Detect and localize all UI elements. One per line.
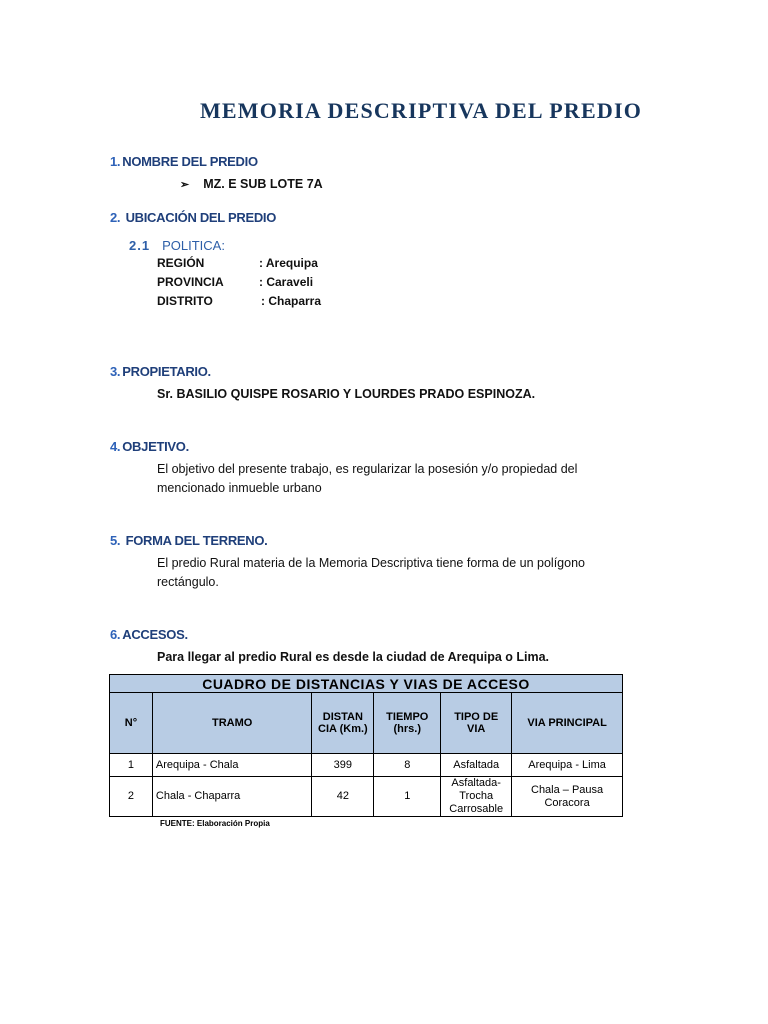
region-value: : Arequipa xyxy=(259,256,318,270)
header-tramo: TRAMO xyxy=(152,693,312,754)
section-3-heading xyxy=(110,364,211,379)
section-label: NOMBRE DEL PREDIO xyxy=(122,154,258,169)
table-header-row xyxy=(110,693,623,754)
distrito-label: DISTRITO xyxy=(157,294,213,308)
table-caption: CUADRO DE DISTANCIAS Y VIAS DE ACCESO xyxy=(110,675,623,693)
cell-tipo-via: Asfaltada xyxy=(441,754,512,777)
section-number: 5. xyxy=(110,533,121,548)
objective-line-1: El objetivo del presente trabajo, es regularizar la posesión y/o propiedad del xyxy=(157,462,578,476)
arrow-bullet-icon: ➢ xyxy=(180,179,190,191)
section-1-heading xyxy=(110,154,258,169)
access-text: Para llegar al predio Rural es desde la ciudad de Arequipa o Lima. xyxy=(157,650,550,664)
shape-paragraph xyxy=(157,554,627,592)
cell-tiempo: 1 xyxy=(374,777,441,817)
cell-distancia: 42 xyxy=(312,777,374,817)
section-5-heading xyxy=(110,533,268,548)
subsection-2-1 xyxy=(129,238,225,253)
shape-line-1: El predio Rural materia de la Memoria Descriptiva tiene forma de un polígono xyxy=(157,556,585,570)
section-label: ACCESOS. xyxy=(122,627,188,642)
owner-text: Sr. BASILIO QUISPE ROSARIO Y LOURDES PRADO ESPINOZA. xyxy=(157,387,536,401)
provincia-label: PROVINCIA xyxy=(157,275,224,289)
region-label: REGIÓN xyxy=(157,256,205,270)
table-source: FUENTE: Elaboración Propia xyxy=(160,819,270,828)
section-number: 4. xyxy=(110,439,121,454)
section-label: OBJETIVO. xyxy=(122,439,189,454)
section-6-heading xyxy=(110,627,188,642)
header-tipo-via: TIPO DE VIA xyxy=(441,693,512,754)
table-row xyxy=(110,754,623,777)
subsection-number: 2.1 xyxy=(129,238,151,253)
distrito-value: : Chaparra xyxy=(261,294,322,308)
header-distancia: DISTAN CIA (Km.) xyxy=(312,693,374,754)
section-label: UBICACIÓN DEL PREDIO xyxy=(125,210,277,225)
cell-via-principal: Arequipa - Lima xyxy=(512,754,623,777)
provincia-value: : Caraveli xyxy=(259,275,314,289)
header-number: N° xyxy=(110,693,153,754)
shape-line-2: rectángulo. xyxy=(157,575,219,589)
objective-line-2: mencionado inmueble urbano xyxy=(157,481,322,495)
section-number: 2. xyxy=(110,210,121,225)
page-title: MEMORIA DESCRIPTIVA DEL PREDIO xyxy=(199,98,643,123)
cell-tiempo: 8 xyxy=(374,754,441,777)
cell-distancia: 399 xyxy=(312,754,374,777)
cell-via-principal: Chala – Pausa Coracora xyxy=(512,777,623,817)
section-label: PROPIETARIO. xyxy=(122,364,211,379)
section-4-heading xyxy=(110,439,189,454)
section-2-heading xyxy=(110,210,276,225)
subsection-label: POLITICA: xyxy=(162,238,225,253)
section-number: 6. xyxy=(110,627,121,642)
section-number: 3. xyxy=(110,364,121,379)
predio-name xyxy=(180,177,323,191)
table-row xyxy=(110,777,623,817)
distance-table xyxy=(109,674,623,817)
objective-paragraph xyxy=(157,460,627,498)
cell-tramo: Chala - Chaparra xyxy=(152,777,312,817)
cell-number: 1 xyxy=(110,754,153,777)
header-tiempo: TIEMPO (hrs.) xyxy=(374,693,441,754)
section-number: 1. xyxy=(110,154,121,169)
cell-number: 2 xyxy=(110,777,153,817)
cell-tramo: Arequipa - Chala xyxy=(152,754,312,777)
section-label: FORMA DEL TERRENO. xyxy=(125,533,268,548)
header-via-principal: VIA PRINCIPAL xyxy=(512,693,623,754)
predio-name-value: MZ. E SUB LOTE 7A xyxy=(203,177,323,191)
cell-tipo-via: Asfaltada- Trocha Carrosable xyxy=(441,777,512,817)
